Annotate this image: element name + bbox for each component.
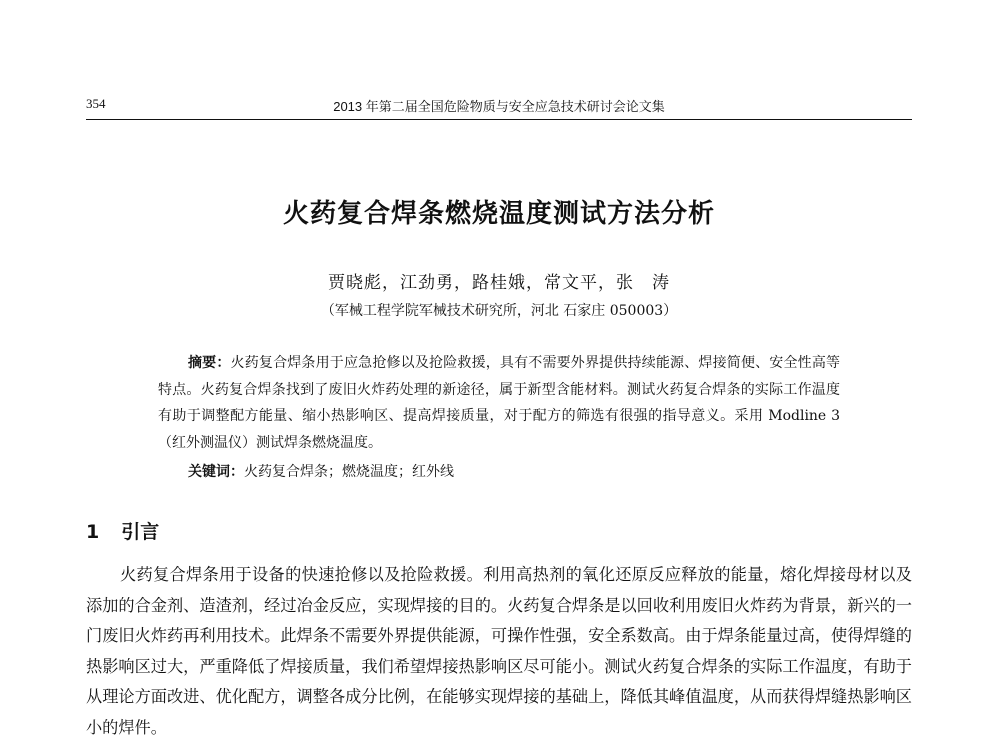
- header-rule: [86, 119, 912, 120]
- keywords-text: 火药复合焊条；燃烧温度；红外线: [244, 464, 454, 480]
- abstract-text: 火药复合焊条用于应急抢修以及抢险救援，具有不需要外界提供持续能源、焊接简便、安全性高等特点。火药复合焊条找到了废旧火炸药处理的新途径，属于新型含能材料。测试火药复合焊条的实际工作温度有助于调整配方能量、缩小热影响区、提高焊接质量，对于配方的筛选有很强的指导意义。采用 Modline 3（红外测温仪）测试焊条燃烧温度。: [158, 355, 841, 451]
- body-paragraph: 火药复合焊条用于设备的快速抢修以及抢险救援。利用高热剂的氧化还原反应释放的能量，熔化焊接母材以及添加的合金剂、造渣剂，经过冶金反应，实现焊接的目的。火药复合焊条是以回收利用废旧火炸药为背景，新兴的一门废旧火炸药再利用技术。此焊条不需要外界提供能源，可操作性强，安全系数高。由于焊条能量过高，使得焊缝的热影响区过大，严重降低了焊接质量，我们希望焊接热影响区尽可能小。测试火药复合焊条的实际工作温度，有助于从理论方面改进、优化配方，调整各成分比例，在能够实现焊接的基础上，降低其峰值温度，从而获得焊缝热影响区小的焊件。: [86, 565, 912, 737]
- section-number: 1: [86, 521, 100, 543]
- keywords-label: 关键词：: [188, 464, 244, 480]
- section-heading: [86, 517, 159, 544]
- page-number: 354: [86, 96, 106, 111]
- keywords: [188, 461, 454, 481]
- abstract-label: 摘要：: [188, 355, 231, 371]
- paper-title: 火药复合焊条燃烧温度测试方法分析: [282, 199, 715, 229]
- affiliation: （军械工程学院军械技术研究所，河北 石家庄 050003）: [320, 303, 678, 319]
- author-list: 贾晓彪，江劲勇，路桂娥，常文平，张 涛: [328, 273, 670, 293]
- running-head: 2013 年第二届全国危险物质与安全应急技术研讨会论文集: [333, 99, 665, 114]
- section-title: 引言: [121, 521, 160, 543]
- abstract: [158, 350, 840, 456]
